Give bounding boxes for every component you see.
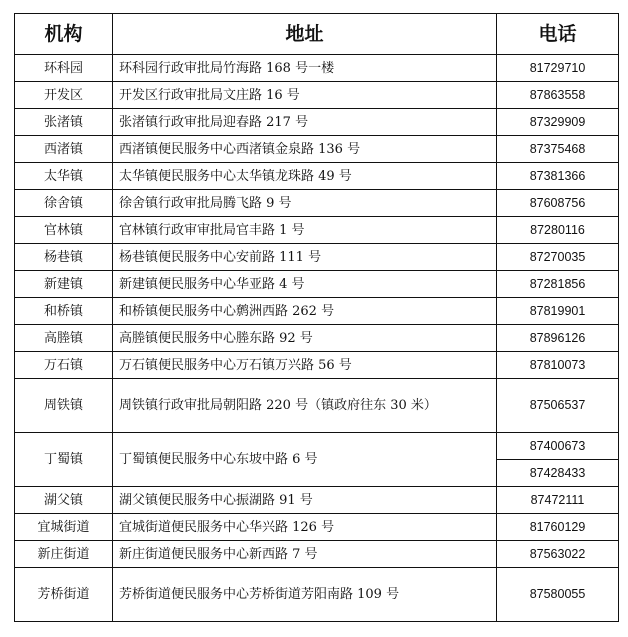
org-cell: 周铁镇 bbox=[15, 379, 113, 433]
phone-cell: 87580055 bbox=[497, 568, 619, 622]
address-cell: 湖父镇便民服务中心振湖路 91 号 bbox=[113, 487, 497, 514]
org-cell: 和桥镇 bbox=[15, 298, 113, 325]
phone-cell: 87381366 bbox=[497, 163, 619, 190]
address-cell: 和桥镇便民服务中心鹩洲西路 262 号 bbox=[113, 298, 497, 325]
table-row bbox=[15, 487, 619, 514]
table-row bbox=[15, 217, 619, 244]
table-row bbox=[15, 271, 619, 298]
address-cell: 西渚镇便民服务中心西渚镇金泉路 136 号 bbox=[113, 136, 497, 163]
table-row bbox=[15, 163, 619, 190]
phone-cell: 87608756 bbox=[497, 190, 619, 217]
table-row bbox=[15, 541, 619, 568]
address-cell: 新庄街道便民服务中心新西路 7 号 bbox=[113, 541, 497, 568]
address-cell: 宜城街道便民服务中心华兴路 126 号 bbox=[113, 514, 497, 541]
phone-cell: 87281856 bbox=[497, 271, 619, 298]
table-row bbox=[15, 136, 619, 163]
header-org: 机构 bbox=[15, 14, 113, 55]
table-row bbox=[15, 55, 619, 82]
phone-cell: 87280116 bbox=[497, 217, 619, 244]
org-cell: 徐舍镇 bbox=[15, 190, 113, 217]
table-header-row bbox=[15, 14, 619, 55]
table-row bbox=[15, 352, 619, 379]
address-cell: 环科园行政审批局竹海路 168 号一楼 bbox=[113, 55, 497, 82]
org-cell: 丁蜀镇 bbox=[15, 433, 113, 487]
address-cell: 官林镇行政审审批局官丰路 1 号 bbox=[113, 217, 497, 244]
table-row bbox=[15, 325, 619, 352]
phone-cell: 87506537 bbox=[497, 379, 619, 433]
phone-cell: 87329909 bbox=[497, 109, 619, 136]
org-cell: 张渚镇 bbox=[15, 109, 113, 136]
org-cell: 高塍镇 bbox=[15, 325, 113, 352]
header-phone: 电话 bbox=[497, 14, 619, 55]
table-row bbox=[15, 514, 619, 541]
org-cell: 官林镇 bbox=[15, 217, 113, 244]
phone-cell: 87375468 bbox=[497, 136, 619, 163]
address-cell: 芳桥街道便民服务中心芳桥街道芳阳南路 109 号 bbox=[113, 568, 497, 622]
org-cell: 万石镇 bbox=[15, 352, 113, 379]
table-row bbox=[15, 568, 619, 622]
phone-cell: 87400673 bbox=[497, 433, 619, 460]
org-cell: 湖父镇 bbox=[15, 487, 113, 514]
address-cell: 张渚镇行政审批局迎春路 217 号 bbox=[113, 109, 497, 136]
org-cell: 环科园 bbox=[15, 55, 113, 82]
phone-cell: 87472111 bbox=[497, 487, 619, 514]
address-cell: 徐舍镇行政审批局腾飞路 9 号 bbox=[113, 190, 497, 217]
org-cell: 芳桥街道 bbox=[15, 568, 113, 622]
address-cell: 高塍镇便民服务中心塍东路 92 号 bbox=[113, 325, 497, 352]
table-row bbox=[15, 298, 619, 325]
phone-cell: 87428433 bbox=[497, 460, 619, 487]
address-cell: 万石镇便民服务中心万石镇万兴路 56 号 bbox=[113, 352, 497, 379]
header-address: 地址 bbox=[113, 14, 497, 55]
org-cell: 新庄街道 bbox=[15, 541, 113, 568]
phone-cell: 81760129 bbox=[497, 514, 619, 541]
phone-cell: 81729710 bbox=[497, 55, 619, 82]
org-cell: 杨巷镇 bbox=[15, 244, 113, 271]
address-cell: 周铁镇行政审批局朝阳路 220 号（镇政府往东 30 米） bbox=[113, 379, 497, 433]
address-cell: 新建镇便民服务中心华亚路 4 号 bbox=[113, 271, 497, 298]
table-row bbox=[15, 82, 619, 109]
org-cell: 宜城街道 bbox=[15, 514, 113, 541]
table-row bbox=[15, 190, 619, 217]
org-cell: 新建镇 bbox=[15, 271, 113, 298]
phone-cell: 87270035 bbox=[497, 244, 619, 271]
org-cell: 开发区 bbox=[15, 82, 113, 109]
phone-cell: 87563022 bbox=[497, 541, 619, 568]
phone-cell: 87810073 bbox=[497, 352, 619, 379]
phone-cell: 87896126 bbox=[497, 325, 619, 352]
service-center-table bbox=[14, 13, 619, 622]
org-cell: 西渚镇 bbox=[15, 136, 113, 163]
phone-cell: 87819901 bbox=[497, 298, 619, 325]
address-cell: 开发区行政审批局文庄路 16 号 bbox=[113, 82, 497, 109]
table-row bbox=[15, 433, 619, 460]
phone-cell: 87863558 bbox=[497, 82, 619, 109]
address-cell: 杨巷镇便民服务中心安前路 111 号 bbox=[113, 244, 497, 271]
table-row bbox=[15, 244, 619, 271]
table-row bbox=[15, 379, 619, 433]
table-row bbox=[15, 109, 619, 136]
address-cell: 丁蜀镇便民服务中心东坡中路 6 号 bbox=[113, 433, 497, 487]
address-cell: 太华镇便民服务中心太华镇龙珠路 49 号 bbox=[113, 163, 497, 190]
org-cell: 太华镇 bbox=[15, 163, 113, 190]
